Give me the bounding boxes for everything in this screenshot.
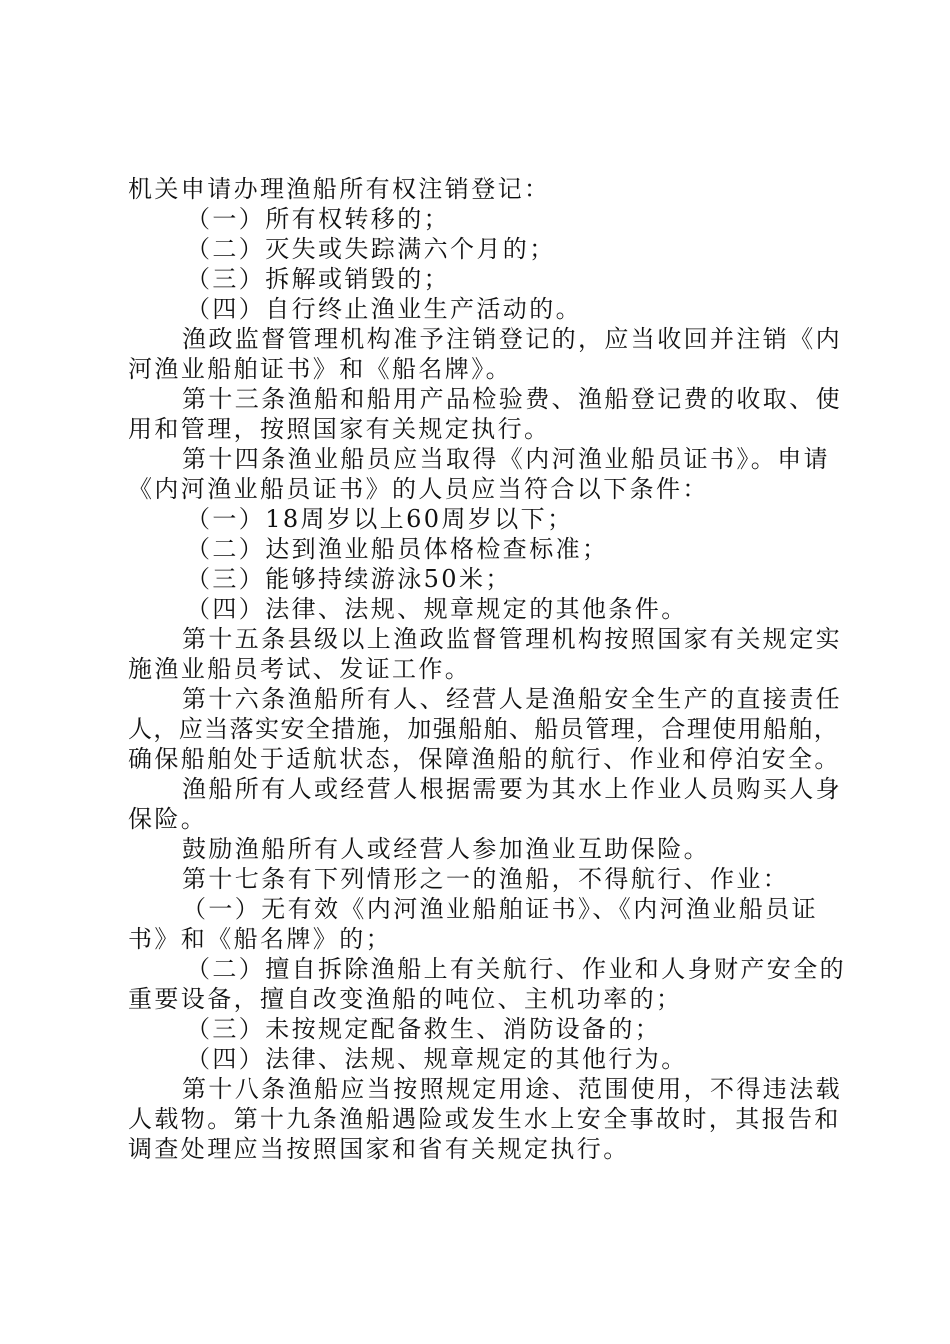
text-line: 第十五条县级以上渔政监督管理机构按照国家有关规定实 [182, 625, 842, 653]
text-line: 调查处理应当按照国家和省有关规定执行。 [128, 1135, 630, 1163]
text-line: （二）达到渔业船员体格检查标准； [186, 535, 609, 563]
text-line: 人载物。第十九条渔船遇险或发生水上安全事故时，其报告和 [128, 1105, 841, 1133]
text-line: （四）自行终止渔业生产活动的。 [186, 295, 582, 323]
text-line: 重要设备，擅自改变渔船的吨位、主机功率的； [128, 985, 683, 1013]
text-line: 书》和《船名牌》的； [128, 925, 392, 953]
text-line: 渔政监督管理机构准予注销登记的，应当收回并注销《内 [182, 325, 842, 353]
text-line: （二）灭失或失踪满六个月的； [186, 235, 556, 263]
text-line: （一）无有效《内河渔业船舶证书》、《内河渔业船员证 [182, 895, 818, 923]
text-line: （三）未按规定配备救生、消防设备的； [186, 1015, 662, 1043]
text-line: 渔船所有人或经营人根据需要为其水上作业人员购买人身 [182, 775, 842, 803]
text-line: 第十八条渔船应当按照规定用途、范围使用，不得违法载 [182, 1075, 842, 1103]
text-line: 第十四条渔业船员应当取得《内河渔业船员证书》。申请 [182, 445, 830, 473]
text-line: 机关申请办理渔船所有权注销登记： [128, 175, 551, 203]
text-line: （二）擅自拆除渔船上有关航行、作业和人身财产安全的 [186, 955, 846, 983]
document-body [128, 174, 846, 1164]
text-line: 第十六条渔船所有人、经营人是渔船安全生产的直接责任 [182, 685, 842, 713]
text-line: （四）法律、法规、规章规定的其他行为。 [186, 1045, 688, 1073]
text-line: （一）所有权转移的； [186, 205, 450, 233]
text-line: 第十三条渔船和船用产品检验费、渔船登记费的收取、使 [182, 385, 842, 413]
text-line: 施渔业船员考试、发证工作。 [128, 655, 472, 683]
text-line: 鼓励渔船所有人或经营人参加渔业互助保险。 [182, 835, 710, 863]
text-line: （四）法律、法规、规章规定的其他条件。 [186, 595, 688, 623]
text-line: （一）18周岁以上60周岁以下； [186, 505, 574, 533]
text-line: 保险。 [128, 805, 208, 833]
text-line: （三）拆解或销毁的； [186, 265, 450, 293]
text-line: （三）能够持续游泳50米； [186, 565, 512, 593]
text-line: 确保船舶处于适航状态，保障渔船的航行、作业和停泊安全。 [128, 745, 841, 773]
text-line: 第十七条有下列情形之一的渔船，不得航行、作业： [182, 865, 790, 893]
text-line: 人，应当落实安全措施，加强船舶、船员管理，合理使用船舶， [128, 715, 840, 743]
text-line: 《内河渔业船员证书》的人员应当符合以下条件： [128, 475, 709, 503]
text-line: 河渔业船舶证书》和《船名牌》。 [128, 355, 512, 383]
text-line: 用和管理，按照国家有关规定执行。 [128, 415, 551, 443]
